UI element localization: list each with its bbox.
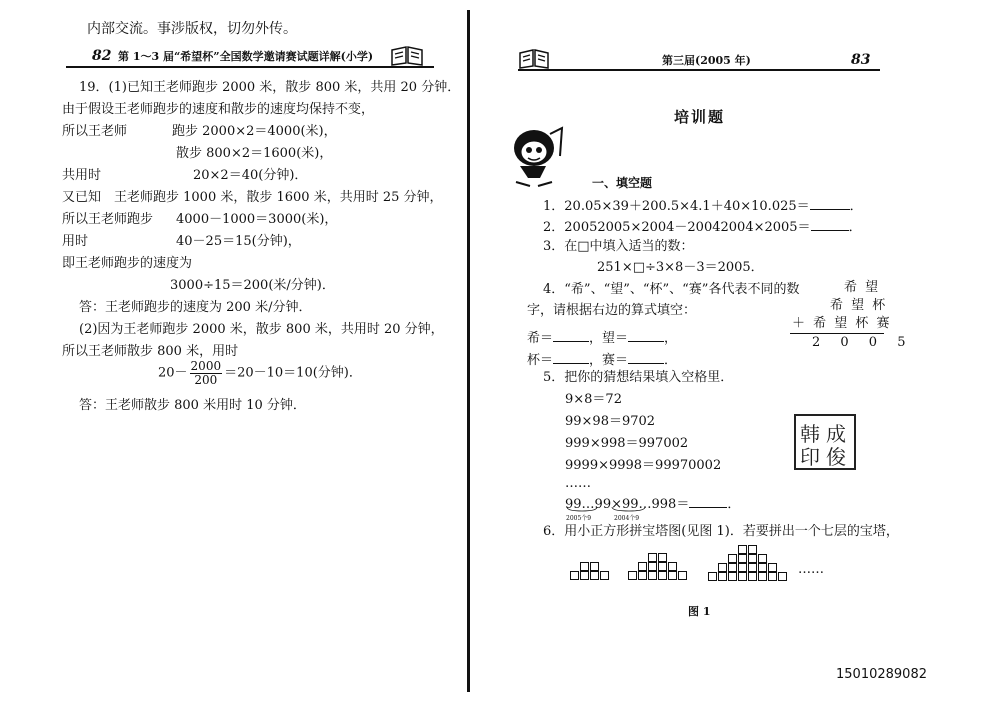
q19-line-7: 20×2＝40(分钟)．: [193, 168, 308, 183]
q5-final-line: 99…99×99…998＝ ．: [565, 497, 741, 512]
q19-line-3: 所以王老师: [62, 124, 128, 139]
answer-blank-1: [810, 197, 850, 210]
answer-blank-wang: [628, 329, 664, 342]
phone-number: 15010289082: [836, 667, 927, 682]
q19-line-16: (2)因为王老师跑步 2000 米，散步 800 米，共用时 20 分钟，: [79, 322, 444, 337]
q19-line-2: 由于假设王老师跑步的速度和散步的速度均保持不变，: [62, 102, 375, 117]
fraction-numerator: 2000: [190, 359, 222, 373]
question-4-line-1: 4．“希”、“望”、“杯”、“赛”各代表不同的数: [543, 282, 800, 297]
q19-line-13: 即王老师跑步的速度为: [62, 256, 193, 271]
book-logo-icon: [390, 44, 424, 66]
q19-line-11: 用时: [62, 234, 89, 249]
question-1: 1．20.05×39＋200.5×4.1＋40×10.025＝ ．: [543, 199, 863, 214]
q19-line-15: 答：王老师跑步的速度为 200 米/分钟．: [79, 300, 312, 315]
q5-line-3: 999×998＝997002: [565, 436, 689, 451]
question-4-blanks-row-1: 希＝ ，望＝ ，: [527, 331, 678, 346]
stamp-char-2: 成: [826, 422, 846, 446]
answer-blank-bei: [553, 351, 589, 364]
q5-line-1: 9×8＝72: [565, 392, 622, 407]
answer-blank-sai: [628, 351, 664, 364]
blank-label-xi: 希＝: [527, 331, 554, 346]
fraction-prefix: 20－: [158, 365, 188, 381]
q19-line-12: 40－25＝15(分钟)，: [176, 234, 301, 249]
vertical-sum-rule: [790, 333, 884, 334]
question-2: 2．20052005×2004－20042004×2005＝ ．: [543, 220, 862, 235]
answer-blank-2: [811, 218, 849, 231]
seal-stamp: [794, 414, 856, 470]
question-1-text: 1．20.05×39＋200.5×4.1＋40×10.025＝: [543, 199, 810, 214]
q19-line-14: 3000÷15＝200(米/分钟)．: [170, 278, 335, 293]
left-header-title: 第 1～3 届“希望杯”全国数学邀请赛试题详解(小学): [118, 50, 374, 63]
q5-final-text: 99…99×99…998＝: [565, 497, 690, 512]
stamp-char-1: 韩: [800, 422, 820, 446]
q5-line-5: ……: [565, 476, 591, 491]
right-header-rule: [518, 69, 880, 71]
question-3-text: 3．在□中填入适当的数：: [543, 239, 694, 254]
q19-line-1: 19．(1)已知王老师跑步 2000 米，散步 800 米，共用 20 分钟．: [79, 80, 461, 95]
q19-line-18: 答：王老师散步 800 米用时 10 分钟．: [79, 398, 306, 413]
question-4-line-2: 字，请根据右边的算式填空：: [527, 303, 697, 318]
section-title: 培训题: [674, 108, 726, 126]
stamp-char-4: 俊: [826, 445, 846, 469]
underbrace-label-2: 2004个9: [614, 515, 640, 522]
vertical-row-3: ＋ 希 望 杯 赛: [792, 316, 892, 331]
q5-line-2: 99×98＝9702: [565, 414, 656, 429]
vertical-row-2: 希 望 杯: [830, 298, 888, 313]
question-4-blanks-row-2: 杯＝ ，赛＝ ．: [527, 353, 678, 368]
left-header-rule: [66, 66, 434, 68]
fraction: [190, 360, 223, 387]
fraction-equation: [158, 360, 362, 387]
vertical-row-4: 2 0 0 5: [812, 335, 914, 350]
blank-label-sai: ，赛＝: [589, 353, 629, 368]
blank-label-wang: ，望＝: [589, 331, 629, 346]
subsection-title: 一、填空题: [592, 176, 653, 190]
stamp-char-3: 印: [800, 445, 820, 469]
pagoda-figure-medium: [628, 552, 688, 582]
answer-blank-5: [689, 495, 727, 508]
cartoon-mascot-icon: [506, 126, 570, 188]
underbrace-label-1: 2005个9: [566, 515, 592, 522]
q5-line-4: 9999×9998＝99970002: [565, 458, 722, 473]
question-2-text: 2．20052005×2004－20042004×2005＝: [543, 220, 811, 235]
vertical-row-1: 希 望: [844, 280, 881, 295]
q19-line-17: 所以王老师散步 800 米，用时: [62, 344, 239, 359]
q19-line-9: 所以王老师跑步: [62, 212, 154, 227]
q19-line-6: 共用时: [62, 168, 102, 183]
right-page-number: 83: [851, 52, 871, 68]
question-3-equation: 251×□÷3×8－3＝2005．: [597, 260, 764, 275]
right-header-title: 第三届(2005 年): [662, 54, 751, 67]
pagoda-ellipsis: ……: [798, 562, 824, 577]
figure-caption: 图 1: [688, 605, 711, 618]
q19-line-4: 跑步 2000×2＝4000(米)，: [172, 124, 337, 139]
pagoda-figure-large: [708, 545, 788, 583]
left-page-number: 82: [92, 48, 112, 64]
watermark-text: 内部交流。事涉版权，切勿外传。: [87, 21, 297, 37]
q19-line-8: 又已知 王老师跑步 1000 米，散步 1600 米，共用时 25 分钟，: [62, 190, 443, 205]
q19-line-5: 散步 800×2＝1600(米)，: [176, 146, 333, 161]
q19-line-10: 4000－1000＝3000(米)，: [176, 212, 338, 227]
answer-blank-xi: [553, 329, 589, 342]
question-6-text: 6．用小正方形拼宝塔图(见图 1)．若要拼出一个七层的宝塔，: [543, 524, 899, 539]
question-5-text: 5．把你的猜想结果填入空格里．: [543, 370, 734, 385]
blank-label-bei: 杯＝: [527, 353, 554, 368]
fraction-suffix: ＝20－10＝10(分钟)．: [224, 365, 362, 381]
fraction-denominator: 200: [194, 373, 218, 387]
pagoda-figure-small: [570, 558, 610, 582]
book-spine: [467, 10, 470, 692]
book-logo-icon-right: [518, 47, 550, 69]
